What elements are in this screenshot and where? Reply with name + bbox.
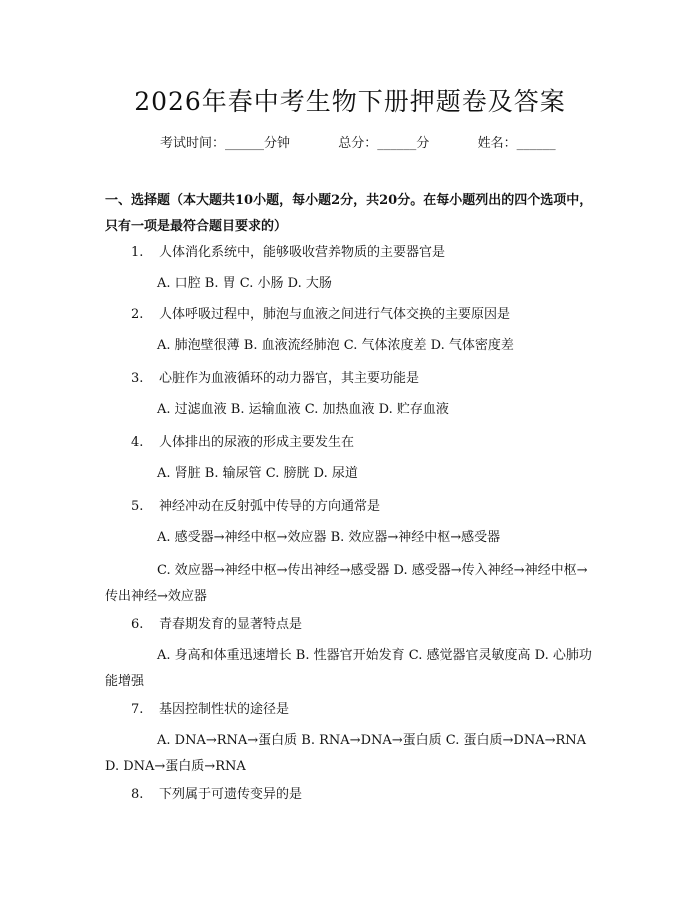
question-6 [105, 612, 595, 638]
question-1-options: A. 口腔 B. 胃 C. 小肠 D. 大肠 [157, 276, 332, 291]
question-3 [105, 366, 595, 392]
exam-title: 2026年春中考生物下册押题卷及答案 [134, 87, 566, 116]
question-3-options: A. 过滤血液 B. 运输血液 C. 加热血液 D. 贮存血液 [157, 402, 449, 417]
question-4-options: A. 肾脏 B. 输尿管 C. 膀胱 D. 尿道 [157, 466, 358, 481]
question-number: 2. [131, 307, 144, 322]
section-header: 一、选择题（本大题共10小题，每小题2分，共20分。在每小题列出的四个选项中，只有一项是最符合题目要求的） [105, 193, 593, 234]
question-7 [105, 697, 595, 723]
question-5-options-cd: C. 效应器→神经中枢→传出神经→感受器 D. 感受器→传入神经→神经中枢→传出神经→效应器 [105, 563, 588, 604]
question-number: 5. [131, 499, 144, 514]
question-stem: 心脏作为血液循环的动力器官，其主要功能是 [159, 371, 420, 386]
question-stem: 青春期发育的显著特点是 [159, 617, 303, 632]
question-number: 7. [131, 702, 144, 717]
question-2 [105, 302, 595, 328]
question-6-options: A. 身高和体重迅速增长 B. 性器官开始发育 C. 感觉器官灵敏度高 D. 心肺功能增强 [105, 648, 592, 689]
question-number: 6. [131, 617, 144, 632]
question-5 [105, 494, 595, 520]
question-2-options: A. 肺泡壁很薄 B. 血液流经肺泡 C. 气体浓度差 D. 气体密度差 [157, 338, 514, 353]
exam-info-line [160, 132, 562, 151]
exam-name-field: 姓名：______ [477, 136, 556, 151]
question-7-options: A. DNA→RNA→蛋白质 B. RNA→DNA→蛋白质 C. 蛋白质→DNA→RNA D. DNA→蛋白质→RNA [105, 733, 587, 774]
question-number: 3. [131, 371, 144, 386]
question-stem: 人体消化系统中，能够吸收营养物质的主要器官是 [159, 245, 446, 260]
question-5-options-ab: A. 感受器→神经中枢→效应器 B. 效应器→神经中枢→感受器 [157, 530, 501, 545]
question-stem: 人体呼吸过程中，肺泡与血液之间进行气体交换的主要原因是 [159, 307, 511, 322]
question-number: 8. [131, 787, 144, 802]
question-stem: 下列属于可遗传变异的是 [159, 787, 303, 802]
question-stem: 人体排出的尿液的形成主要发生在 [159, 435, 355, 450]
question-4 [105, 430, 595, 456]
exam-time-field: 考试时间：______分钟 [160, 136, 291, 151]
question-number: 1. [131, 245, 144, 260]
question-1 [105, 240, 595, 266]
question-stem: 基因控制性状的途径是 [159, 702, 290, 717]
question-number: 4. [131, 435, 144, 450]
question-stem: 神经冲动在反射弧中传导的方向通常是 [159, 499, 381, 514]
question-8 [105, 782, 595, 808]
exam-score-field: 总分：______分 [338, 136, 430, 151]
